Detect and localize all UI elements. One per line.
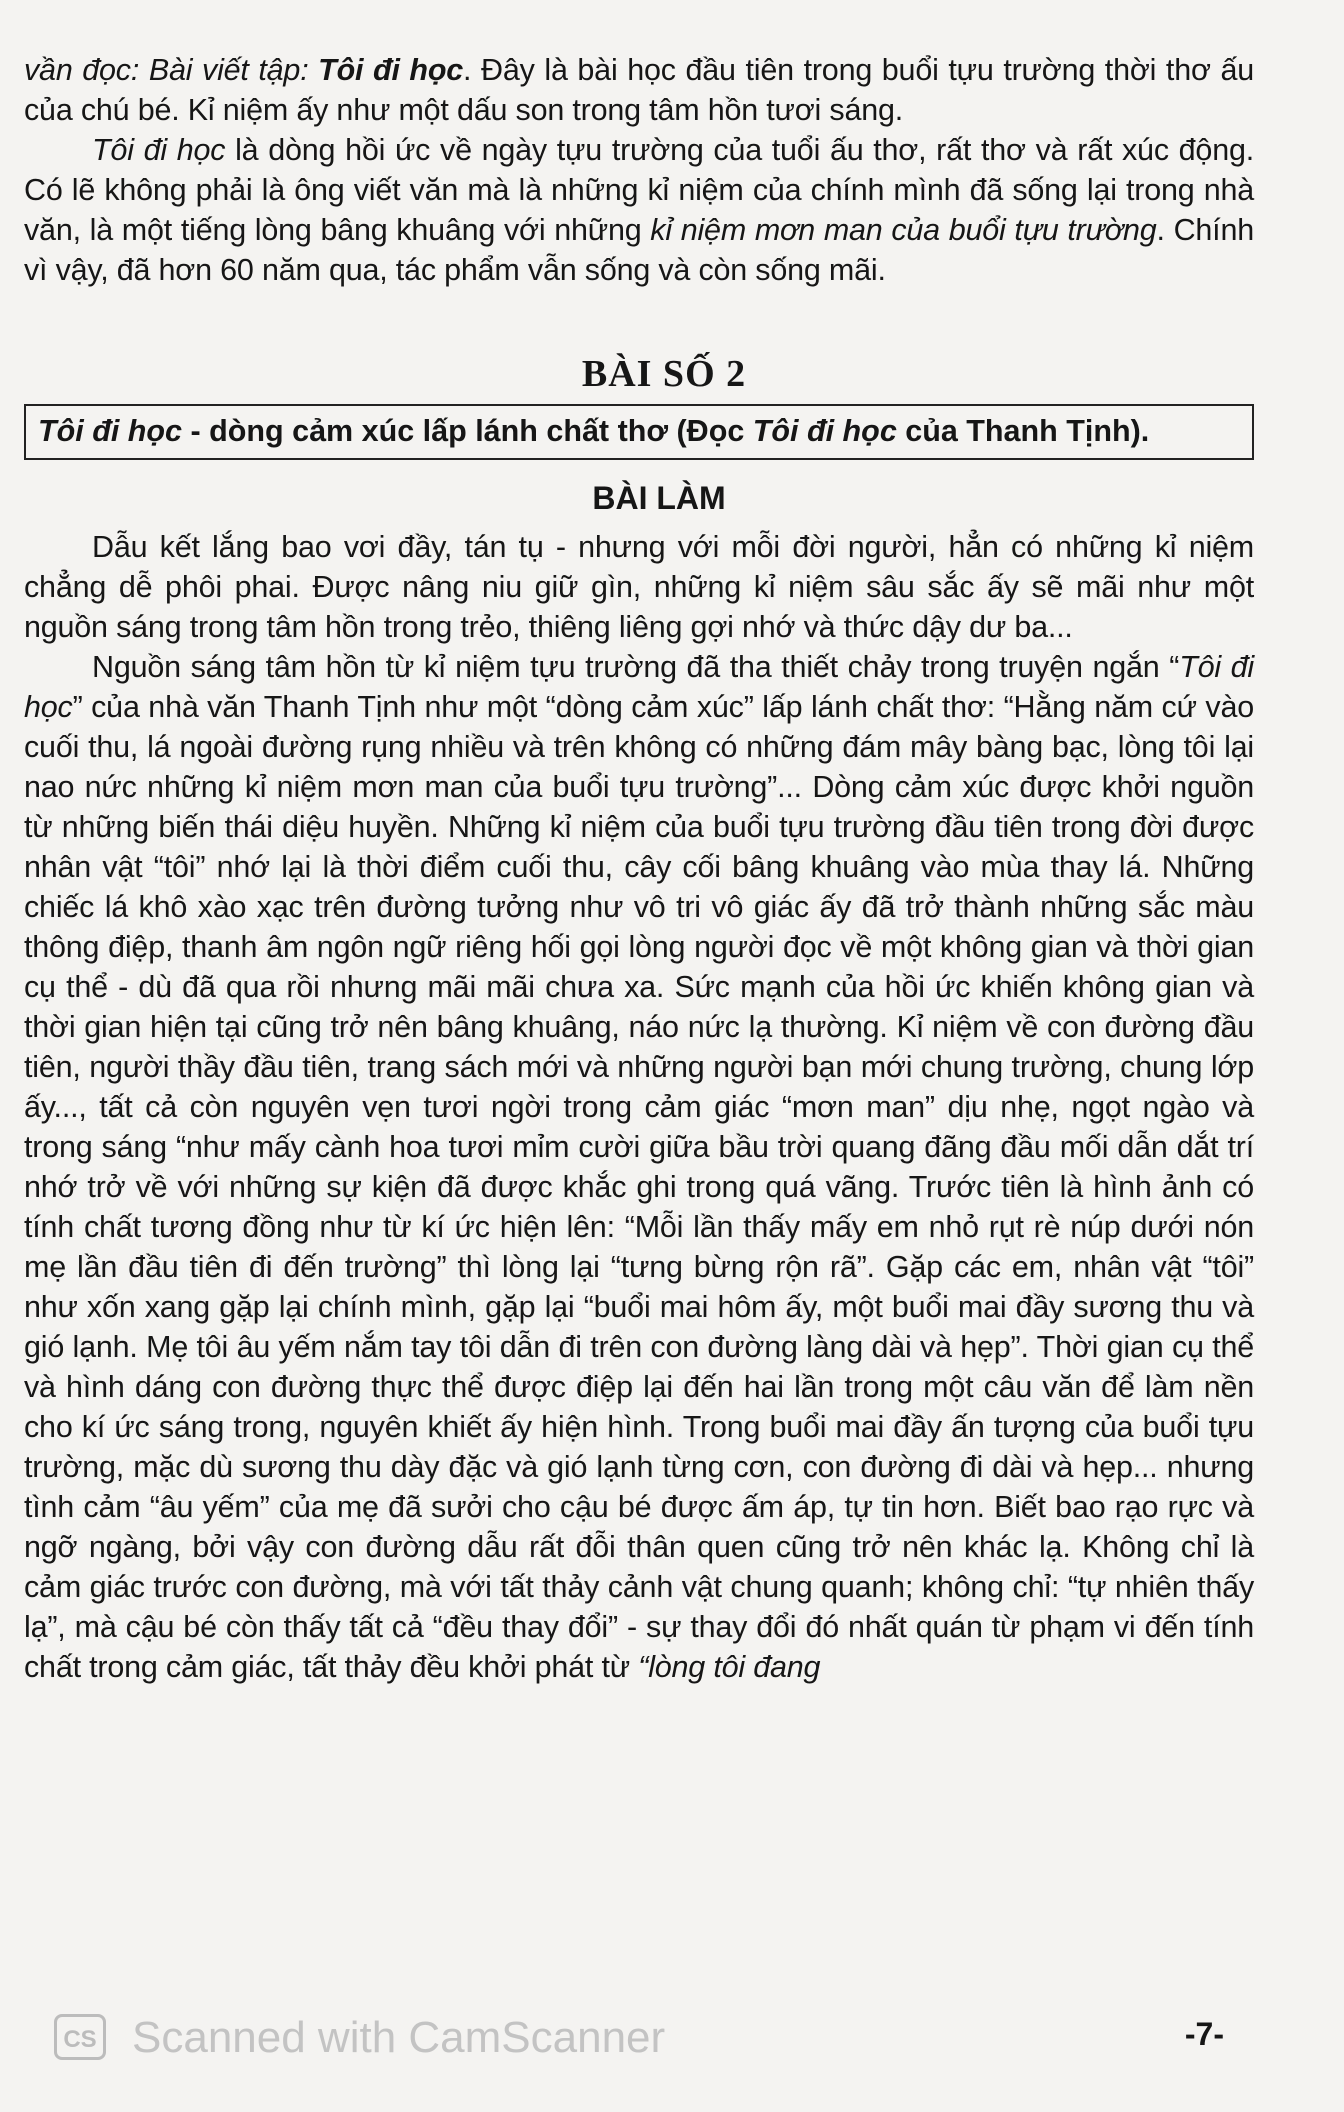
topic-title-2: Tôi đi học xyxy=(752,414,897,448)
intro-p2-text-b: là dòng hồi ức về ngày tựu trường của tuổi ấu thơ, rất thơ và rất xúc động. Có lẽ không phải là ông viết văn mà là những kỉ niệm của chính mình đã sống lại trong nhà văn, là một tiếng lòng bâng khuâng với những xyxy=(24,133,1254,247)
intro-p1-text-c: . Đây là bài học đầu tiên trong buổi tựu trường thời thơ ấu của chú bé. Kỉ niệm ấy như một dấu son trong tâm hồn tươi sáng. xyxy=(24,53,1254,127)
intro-p2-title: Tôi đi học xyxy=(92,133,226,167)
body-paragraph-1: Dẫu kết lắng bao vơi đầy, tán tụ - nhưng với mỗi đời người, hẳn có những kỉ niệm chẳng dễ phôi phai. Được nâng niu giữ gìn, những kỉ niệm sâu sắc ấy sẽ mãi như một nguồn sáng trong tâm hồn trong trẻo, thiêng liêng gợi nhớ và thức dậy dư ba... xyxy=(24,530,1254,644)
page-footer xyxy=(54,2010,1234,2070)
intro-paragraph-2 xyxy=(24,130,1254,290)
topic-title-1: Tôi đi học xyxy=(38,414,183,448)
topic-text-d: của Thanh Tịnh). xyxy=(896,414,1150,448)
topic-text-b: - dòng cảm xúc lấp lánh chất thơ (Đọc xyxy=(182,414,753,448)
intro-p1-title: Tôi đi học xyxy=(318,53,464,87)
body-paragraph-2 xyxy=(24,647,1254,1687)
body-p2-text-a: Nguồn sáng tâm hồn từ kỉ niệm tựu trường đã tha thiết chảy trong truyện ngắn “ xyxy=(92,650,1180,684)
body-p2-text-c: ” của nhà văn Thanh Tịnh như một “dòng cảm xúc” lấp lánh chất thơ: “Hằng năm cứ vào cuối thu, lá ngoài đường rụng nhiều và trên không có những đám mây bàng bạc, lòng tôi lại nao nức những kỉ niệm mơn man của buổi tựu trường”... Dòng cảm xúc được khởi nguồn từ những biến thái diệu huyền. Những kỉ niệm của buổi tựu trường đầu tiên trong đời được nhân vật “tôi” nhớ lại là thời điểm cuối thu, cây cối bâng khuâng vào mùa thay lá. Những chiếc lá khô xào xạc trên đường tưởng như vô tri vô giác ấy đã trở thành những sắc màu thông điệp, thanh âm ngôn ngữ riêng hối gọi lòng người đọc về một không gian và thời gian cụ thể - dù đã qua rồi nhưng mãi mãi chưa xa. Sức mạnh của hồi ức khiến không gian và thời gian hiện tại cũng trở nên bâng khuâng, náo nức lạ thường. Kỉ niệm về con đường đầu tiên, người thầy đầu tiên, trang sách mới và những người bạn mới chung trường, chung lớp ấy..., tất cả còn nguyên vẹn tươi ngời trong cảm giác “mơn man” dịu nhẹ, ngọt ngào và trong sáng “như mấy cành hoa tươi mỉm cười giữa bầu trời quang đãng đầu mối dẫn dắt trí nhớ trở về với những sự kiện đã được khắc ghi trong quá vãng. Trước tiên là hình ảnh có tính chất tương đồng như từ kí ức hiện lên: “Mỗi lần thấy mấy em nhỏ rụt rè núp dưới nón mẹ lần đầu tiên đi đến trường” thì lòng lại “tưng bừng rộn rã”. Gặp các em, nhân vật “tôi” như xốn xang gặp lại chính mình, gặp lại “buổi mai hôm ấy, một buổi mai đầy sương thu và gió lạnh. Mẹ tôi âu yếm nắm tay tôi dẫn đi trên con đường làng dài và hẹp”. Thời gian cụ thể và hình dáng con đường thực thể được điệp lại đến hai lần trong một câu văn để làm nền cho kí ức sáng trong, nguyên khiết ấy hiện hình. Trong buổi mai đầy ấn tượng của buổi tựu trường, mặc dù sương thu dày đặc và gió lạnh từng cơn, con đường đi dài và hẹp... nhưng tình cảm “âu yếm” của mẹ đã sưởi cho cậu bé được ấm áp, tự tin hơn. Biết bao rạo rực và ngỡ ngàng, bởi vậy con đường dẫu rất đỗi thân quen cũng trở nên khác lạ. Không chỉ là cảm giác trước con đường, mà với tất thảy cảnh vật chung quanh; không chỉ: “tự nhiên thấy lạ”, mà cậu bé còn thấy tất cả “đều thay đổi” - sự thay đổi đó nhất quán từ phạm vi đến tính chất trong cảm giác, tất thảy đều khởi phát từ xyxy=(24,690,1254,1684)
subheading: BÀI LÀM xyxy=(592,480,726,516)
body-p2-title: Tôi đi học xyxy=(24,650,1255,724)
camscanner-logo-icon: CS xyxy=(54,2014,106,2060)
intro-p2-quote: kỉ niệm mơn man của buổi tựu trường xyxy=(650,213,1157,247)
document-page xyxy=(24,50,1254,1687)
body-p2-quote-end: “lòng tôi đang xyxy=(638,1650,821,1684)
scanner-watermark: Scanned with CamScanner xyxy=(132,2013,666,2062)
intro-p1-text-a: vần đọc: Bài viết tập: xyxy=(24,53,319,87)
page-number: -7- xyxy=(1184,2016,1224,2052)
topic-box xyxy=(24,404,1254,460)
section-heading: BÀI SỐ 2 xyxy=(581,353,747,395)
intro-paragraph-1 xyxy=(24,50,1254,130)
intro-p2-text-d: . Chính vì vậy, đã hơn 60 năm qua, tác phẩm vẫn sống và còn sống mãi. xyxy=(24,213,1254,287)
